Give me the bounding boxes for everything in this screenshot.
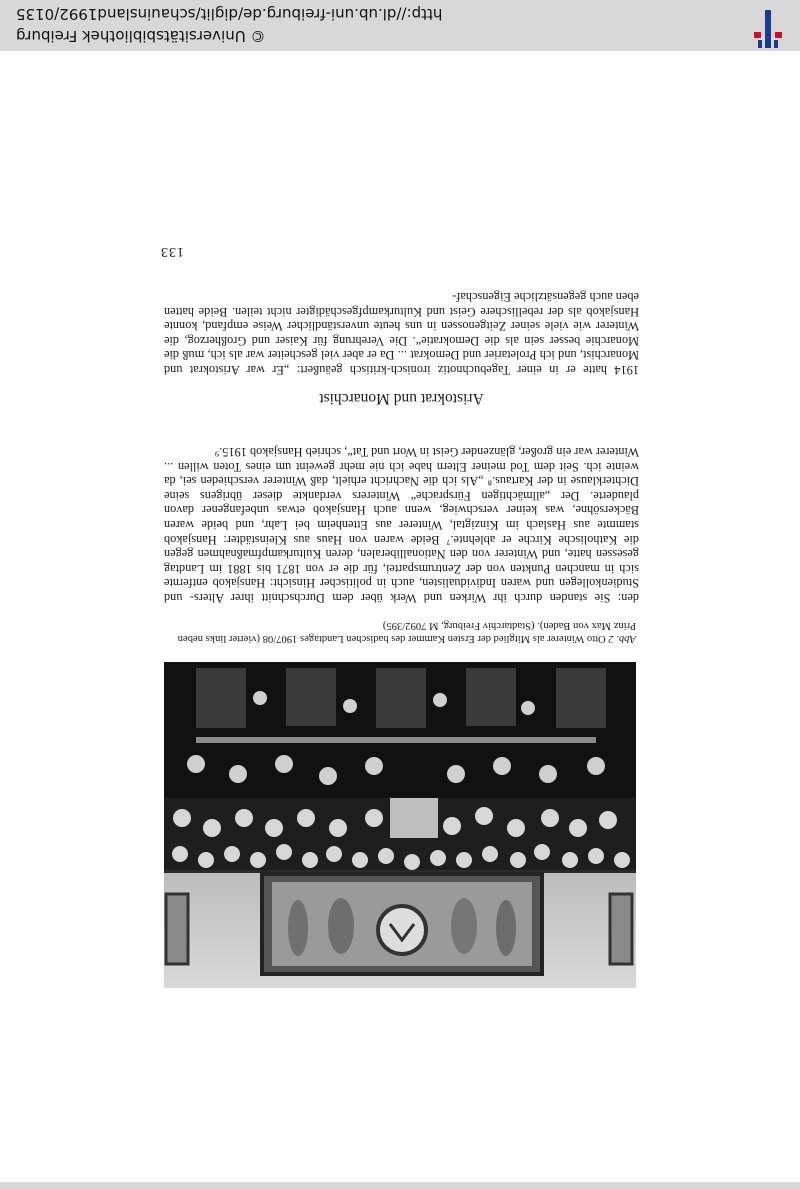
caption-text: Otto Winterer als Mitglied der Ersten Kammer des badischen Landtages 1907/08 (vierter links neben Prinz Max von Baden). (Stadtarchiv Freiburg, M 7092/395) (177, 620, 636, 644)
ub-freiburg-logo-icon (748, 8, 788, 50)
footer-strip (0, 1182, 800, 1189)
paragraph-text-1: den: Sie standen durch ihr Wirken und Werk über dem Durchschnitt ihrer Alters- und Studienkollegen und waren Individualisten, auch in politischer Hinsicht: Hansjakob entfernte sich in manchen Punkten von der Zentrumspartei, für die er von 1871 bis 1881 im Landtag gesessen hatte, und Winterer von den Nationalliberalen, deren Kulturkampfmaßnahmen gegen die Katholische Kirche er ablehnte.⁷ Beide waren von Haus aus Kleinstädter: Hansjakob stammte aus Haslach im Kinzigtal, Winterer aus Ettenheim bei Lahr, und beide waren Bäckersöhne, was keiner verschwieg, wenn auch Hansjakob etwas unbefangener davon plauderte. Der „allmächtigen Fürsprache“ Winterers verdankte dieser übrigens seine Dichterklause in der Kartaus.⁸ „Als ich die Nachricht erhielt, daß Winterer verschieden sei, da weinte ich. Seit dem Tod meiner Eltern habe ich nie mehr geweint um eines Toten willen ... Winterer war ein großer, glänzender Geist in Wort und Tat“, schrieb Hansjakob 1915.⁹ (164, 445, 639, 605)
paragraph-aristokrat (164, 289, 639, 377)
photo-landtag-first-chamber (164, 662, 636, 988)
repository-header-bar (0, 0, 800, 51)
figure-caption (164, 619, 636, 644)
repository-institution: © Universitätsbibliothek Freiburg (16, 27, 266, 45)
repository-url-link[interactable]: http://dl.ub.uni-freiburg.de/diglit/schauinsland1992/0135 (16, 5, 443, 23)
section-heading: Aristokrat und Monarchist (319, 390, 484, 407)
page-number: 133 (160, 244, 184, 259)
paragraph-hansjakob-winterer (164, 444, 639, 605)
caption-label: Abb. 2 (608, 633, 636, 644)
paragraph-text-2: 1914 hatte er in einer Tagebuchnotiz ironisch-kritisch geäußert: „Er war Aristokrat und Monarchist, und ich Proletarier und Demokrat ... Da er aber viel gescheiter war als ich, muß die Monarchie besser sein als die Demokratie“. Die Verehrung für Kaiser und Großherzog, die Winterer wie viele seiner Zeitgenossen in uns heute unverständlicher Weise empfand, konnte Hansjakob als der rebellischere Geist und Kulturkampfgeschädigter nicht teilen. Beide hatten eben auch gegensätzliche Eigenschaf- (164, 290, 639, 377)
group-photo-illustration (164, 662, 636, 988)
